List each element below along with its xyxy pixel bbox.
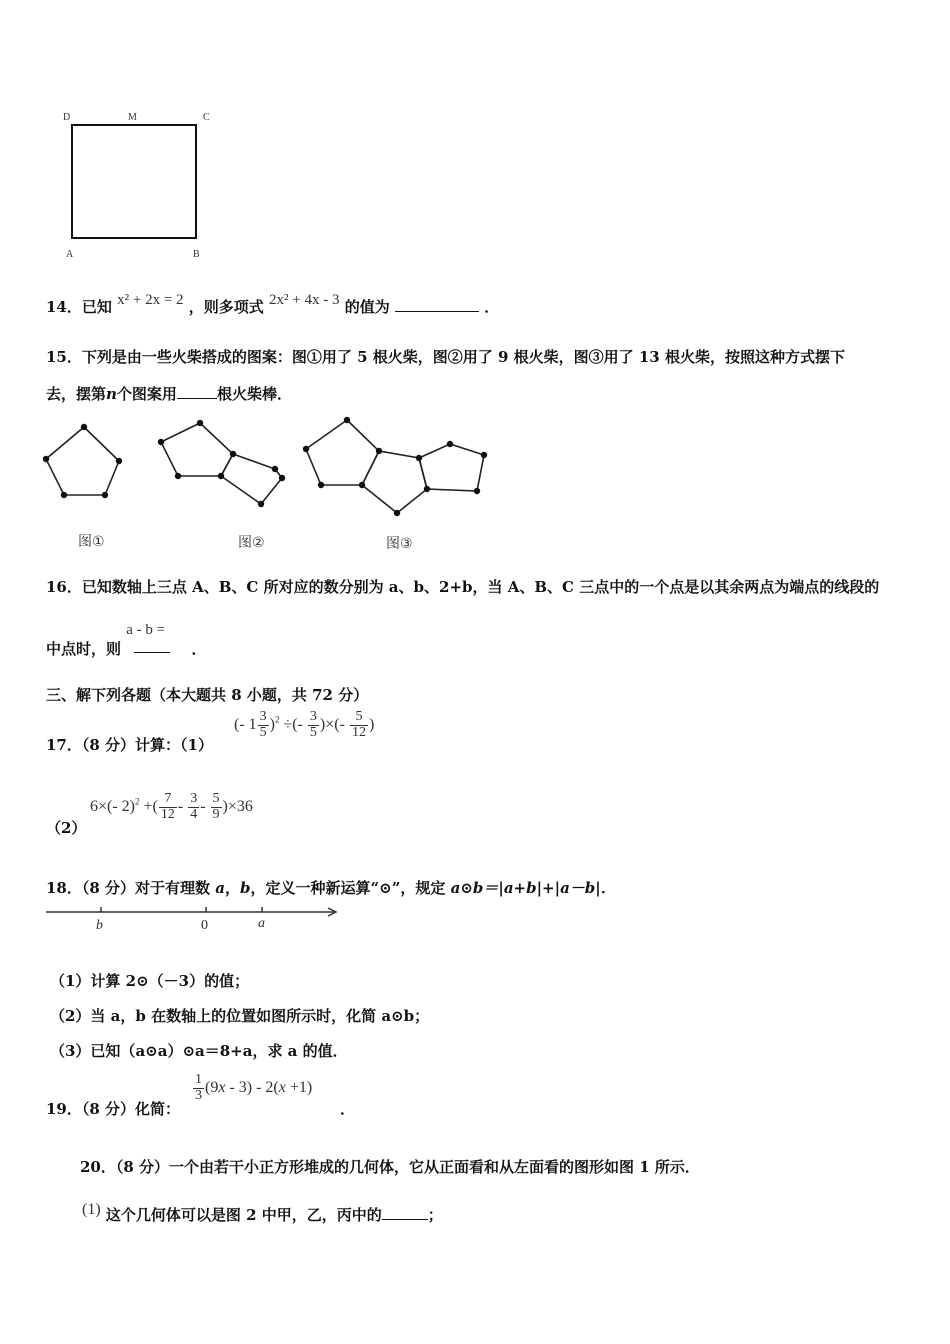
fig2-pentagon-right bbox=[221, 454, 282, 504]
question-15-line1: 15．下列是由一些火柴搭成的图案：图①用了 5 根火柴，图②用了 9 根火柴，图③用了 13 根火柴，按照这种方式摆下 bbox=[46, 348, 845, 366]
label-a: A bbox=[66, 249, 74, 260]
label-b: B bbox=[193, 249, 200, 260]
dot bbox=[175, 473, 181, 479]
q16-answer-blank[interactable] bbox=[134, 638, 170, 653]
question-17-part1 bbox=[46, 734, 213, 755]
q18-intro2: ，定义一种新运算“⊙”，规定 bbox=[250, 879, 446, 897]
number-line-svg bbox=[44, 900, 344, 936]
question-15-line2 bbox=[46, 383, 292, 404]
q15-answer-blank[interactable] bbox=[177, 384, 217, 399]
question-20: 20．（8 分）一个由若干小正方形堆成的几何体，它从正面看和从左面看的图形如图 1 所示． bbox=[80, 1158, 700, 1176]
dot bbox=[447, 441, 453, 447]
square-abcd bbox=[72, 125, 196, 238]
q14-end: 的值为 bbox=[344, 298, 390, 316]
dot bbox=[61, 492, 67, 498]
q19-expression: $\frac{1}{3}$ (9x - 3) - 2(x +1) bbox=[195, 1072, 313, 1103]
q20-sub1 bbox=[82, 1201, 443, 1225]
fig1-pentagon bbox=[46, 427, 119, 495]
square-svg bbox=[60, 108, 220, 268]
q18-rule: a⊙b＝|a+b|+|a－b|． bbox=[450, 879, 616, 897]
question-17-part2 bbox=[46, 817, 86, 838]
dot bbox=[318, 482, 324, 488]
caption-fig1: 图① bbox=[78, 534, 105, 550]
dot bbox=[230, 451, 236, 457]
caption-fig2: 图② bbox=[238, 535, 265, 551]
fig2-pentagon-left bbox=[161, 423, 233, 476]
q19-label: 19．（8 分）化简： bbox=[46, 1100, 181, 1118]
q20-sub1-num: (1) bbox=[82, 1201, 101, 1218]
axis-label-a: a bbox=[258, 916, 265, 931]
dot bbox=[474, 488, 480, 494]
dot bbox=[272, 466, 278, 472]
number-line bbox=[44, 900, 344, 936]
dot bbox=[279, 475, 285, 481]
dot bbox=[81, 424, 87, 430]
q15-line2c: 根火柴棒． bbox=[216, 385, 292, 403]
q17-part2-label: （2） bbox=[46, 819, 87, 837]
axis-label-b: b bbox=[96, 918, 103, 933]
q16-expression: a - b = bbox=[126, 622, 166, 638]
q18-sub3: （3）已知（a⊙a）⊙a＝8+a，求 a 的值． bbox=[50, 1042, 348, 1060]
question-19 bbox=[46, 1098, 180, 1119]
q15-var-n: n bbox=[106, 385, 117, 403]
q17-expression-2: 6×(- 2)$^2$ +( $\frac{7}{12}$ - $\frac{3}{4}$ - $\frac{5}{9}$ )×36 bbox=[90, 791, 253, 822]
q20-answer-blank[interactable] bbox=[382, 1205, 428, 1220]
dot bbox=[197, 420, 203, 426]
q14-num: 14．已知 bbox=[46, 298, 112, 316]
dot bbox=[102, 492, 108, 498]
q14-answer-blank[interactable] bbox=[395, 297, 479, 312]
label-m: M bbox=[128, 112, 137, 123]
dot bbox=[303, 446, 309, 452]
dot bbox=[394, 510, 400, 516]
matchstick-svg bbox=[40, 410, 500, 560]
q15-line2a: 去，摆第 bbox=[46, 385, 107, 403]
q15-line2b: 个图案用 bbox=[116, 385, 177, 403]
q19-tail: ． bbox=[340, 1100, 356, 1118]
label-c: C bbox=[203, 112, 210, 123]
q16-tail: ． bbox=[191, 640, 207, 658]
matchstick-figures bbox=[40, 410, 500, 560]
fig3-pentagon-right bbox=[419, 444, 484, 491]
caption-fig3: 图③ bbox=[386, 536, 413, 552]
dot bbox=[258, 501, 264, 507]
dot bbox=[424, 486, 430, 492]
axis-label-zero: 0 bbox=[201, 918, 208, 933]
dot bbox=[43, 456, 49, 462]
q20-sub1-text: 这个几何体可以是图 2 中甲，乙，丙中的 bbox=[105, 1206, 382, 1224]
dot bbox=[416, 455, 422, 461]
q14-expression: 2x² + 4x - 3 bbox=[269, 292, 340, 308]
section-3-title: 三、解下列各题（本大题共 8 小题，共 72 分） bbox=[46, 686, 369, 704]
dot bbox=[344, 417, 350, 423]
q18-var-a: a bbox=[215, 879, 226, 897]
question-16-line2 bbox=[46, 622, 207, 659]
dot bbox=[376, 448, 382, 454]
q18-sub1: （1）计算 2⊙（－3）的值； bbox=[50, 972, 250, 990]
question-14 bbox=[46, 292, 500, 317]
question-16-line1: 16．已知数轴上三点 A、B、C 所对应的数分别为 a、b、2+b，当 A、B、C 三点中的一个点是以其余两点为端点的线段的 bbox=[46, 578, 880, 596]
dot bbox=[116, 458, 122, 464]
q18-var-b: b bbox=[240, 879, 251, 897]
square-figure bbox=[60, 108, 220, 268]
dot bbox=[218, 473, 224, 479]
q17-label: 17．（8 分）计算：（1） bbox=[46, 736, 213, 754]
label-d: D bbox=[63, 112, 71, 123]
q16-line2: 中点时，则 bbox=[46, 640, 122, 658]
question-18: 18．（8 分）对于有理数 a，b，定义一种新运算“⊙”，规定 a⊙b＝|a+b|+|a－b|． bbox=[46, 879, 616, 897]
dot bbox=[481, 452, 487, 458]
q20-sub1-tail: ； bbox=[427, 1206, 443, 1224]
fig3-pentagon-left bbox=[306, 420, 379, 485]
dot bbox=[158, 439, 164, 445]
q14-tail: ． bbox=[484, 298, 500, 316]
q17-expression-1: (- 1 $\frac{3}{5}$ )$^2$ ÷(- $\frac{3}{5}$ )×(- $\frac{5}{12}$ ) bbox=[234, 709, 375, 740]
q18-sub2: （2）当 a，b 在数轴上的位置如图所示时，化简 a⊙b； bbox=[50, 1007, 430, 1025]
dot bbox=[359, 482, 365, 488]
q14-condition: x² + 2x = 2 bbox=[117, 292, 184, 308]
q14-mid: ，则多项式 bbox=[188, 298, 264, 316]
q18-intro: 18．（8 分）对于有理数 bbox=[46, 879, 211, 897]
